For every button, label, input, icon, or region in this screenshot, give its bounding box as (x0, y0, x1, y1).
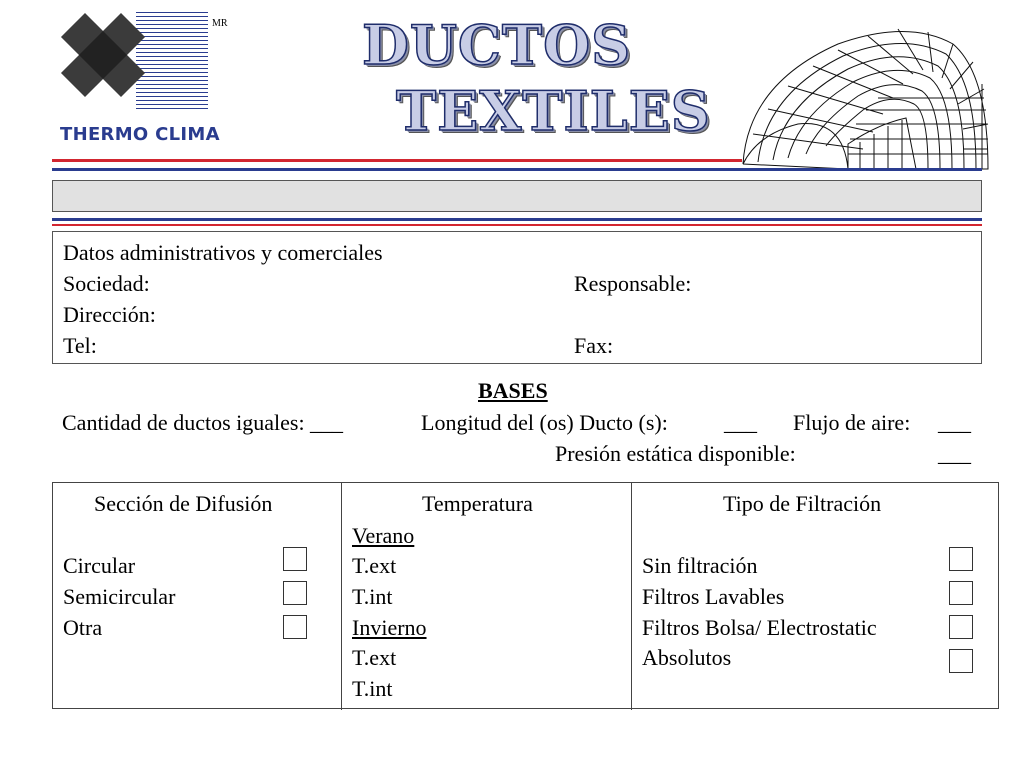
option-sin-filtracion: Sin filtración (642, 553, 758, 578)
semicircular-checkbox[interactable] (283, 581, 307, 605)
filtros-bolsa-checkbox[interactable] (949, 615, 973, 639)
longitud-label: Longitud del (os) Ducto (s): (421, 410, 668, 435)
col-header-temperatura: Temperatura (422, 491, 533, 516)
option-semicircular: Semicircular (63, 584, 176, 609)
presion-label: Presión estática disponible: (555, 441, 796, 466)
specs-table (52, 482, 999, 709)
circular-checkbox[interactable] (283, 547, 307, 571)
company-logo (58, 10, 208, 138)
column-divider (341, 483, 342, 710)
verano-tint-label: T.int (352, 584, 393, 609)
bases-title: BASES (478, 378, 548, 403)
option-filtros-bolsa: Filtros Bolsa/ Electrostatic (642, 615, 877, 640)
direccion-label: Dirección: (63, 302, 156, 327)
brand-name: THERMO CLIMA (60, 124, 220, 145)
textile-duct-illustration (738, 14, 993, 174)
column-divider (631, 483, 632, 710)
option-absolutos: Absolutos (642, 645, 732, 670)
blue-rule (52, 168, 742, 171)
longitud-blank: ___ (724, 410, 757, 435)
red-rule (52, 159, 742, 162)
invierno-label: Invierno (352, 615, 427, 640)
responsable-label: Responsable: (574, 271, 692, 296)
title-line-2: TEXTILES (396, 79, 711, 143)
registered-mark: MR (212, 18, 228, 29)
filtros-lavables-checkbox[interactable] (949, 581, 973, 605)
otra-checkbox[interactable] (283, 615, 307, 639)
verano-label: Verano (352, 523, 415, 548)
fax-label: Fax: (574, 333, 614, 358)
verano-text-label: T.ext (352, 553, 397, 578)
presion-blank: ___ (938, 441, 971, 466)
blue-rule (742, 168, 982, 171)
admin-heading: Datos administrativos y comerciales (63, 240, 383, 265)
red-rule (52, 224, 982, 226)
option-otra: Otra (63, 615, 103, 640)
col-header-filtracion: Tipo de Filtración (723, 491, 882, 516)
blue-rule (52, 218, 982, 221)
invierno-text-label: T.ext (352, 645, 397, 670)
col-header-seccion: Sección de Difusión (94, 491, 273, 516)
flujo-blank: ___ (938, 410, 971, 435)
admin-data-box (52, 231, 982, 364)
grey-band (52, 180, 982, 212)
cantidad-label: Cantidad de ductos iguales: ___ (62, 410, 344, 435)
invierno-tint-label: T.int (352, 676, 393, 701)
tel-label: Tel: (63, 333, 97, 358)
sociedad-label: Sociedad: (63, 271, 150, 296)
title-line-1: DUCTOS (362, 13, 632, 77)
option-circular: Circular (63, 553, 136, 578)
logo-stripes (136, 12, 208, 112)
sin-filtracion-checkbox[interactable] (949, 547, 973, 571)
flujo-label: Flujo de aire: (793, 410, 911, 435)
absolutos-checkbox[interactable] (949, 649, 973, 673)
option-filtros-lavables: Filtros Lavables (642, 584, 785, 609)
